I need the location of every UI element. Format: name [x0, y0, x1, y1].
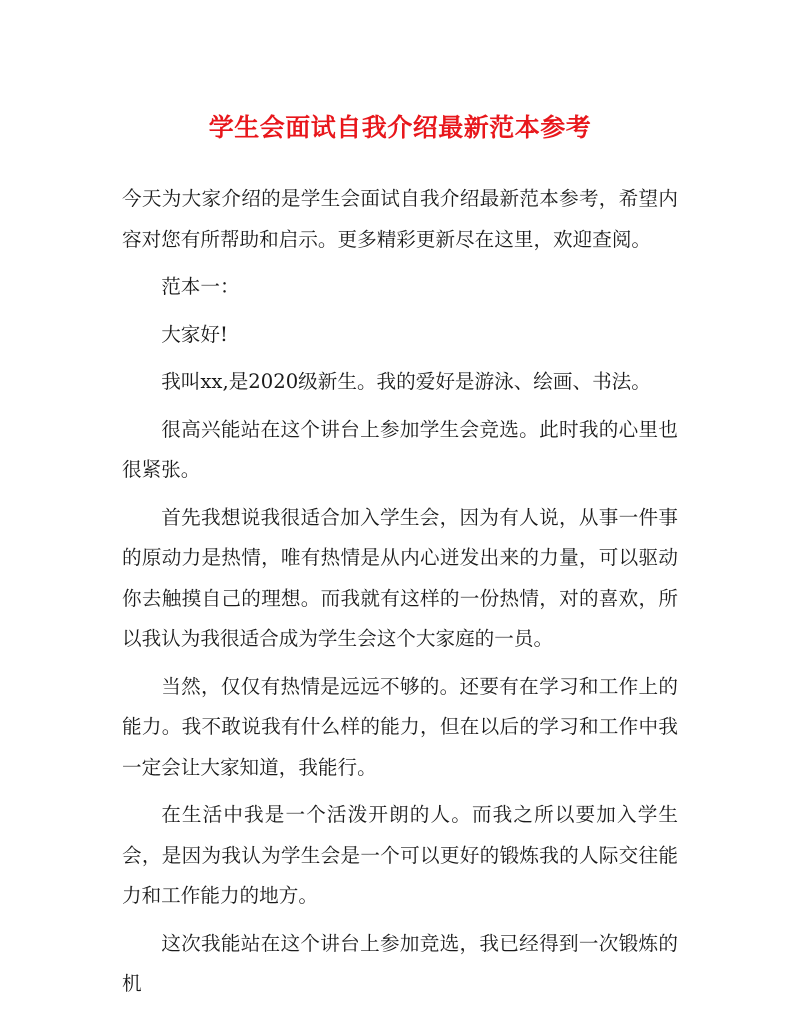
- body-paragraph: 首先我想说我很适合加入学生会，因为有人说，从事一件事的原动力是热情，唯有热情是从内心迸发出来的力量，可以驱动你去触摸自己的理想。而我就有这样的一份热情，对的喜欢，所以我认为我很适合成为学生会这个大家庭的一员。: [122, 505, 678, 650]
- body-paragraph: 这次我能站在这个讲台上参加竞选，我已经得到一次锻炼的机: [122, 931, 678, 995]
- document-title: 学生会面试自我介绍最新范本参考: [208, 113, 592, 142]
- sample-heading: 范本一：: [161, 275, 240, 298]
- greeting-paragraph: 大家好!: [161, 322, 228, 346]
- document-body: [122, 179, 678, 1012]
- body-paragraph: 当然，仅仅有热情是远远不够的。还要有在学习和工作上的能力。我不敢说我有什么样的能力，但在以后的学习和工作中我一定会让大家知道，我能行。: [122, 674, 678, 779]
- self-intro-paragraph: 我叫xx,是2020级新生。我的爱好是游泳、绘画、书法。: [161, 370, 651, 393]
- body-paragraph: 很高兴能站在这个讲台上参加学生会竞选。此时我的心里也很紧张。: [122, 417, 678, 481]
- body-paragraph: 在生活中我是一个活泼开朗的人。而我之所以要加入学生会，是因为我认为学生会是一个可以更好的锻炼我的人际交往能力和工作能力的地方。: [122, 803, 678, 907]
- intro-paragraph: 今天为大家介绍的是学生会面试自我介绍最新范本参考，希望内容对您有所帮助和启示。更多精彩更新尽在这里，欢迎查阅。: [122, 187, 678, 251]
